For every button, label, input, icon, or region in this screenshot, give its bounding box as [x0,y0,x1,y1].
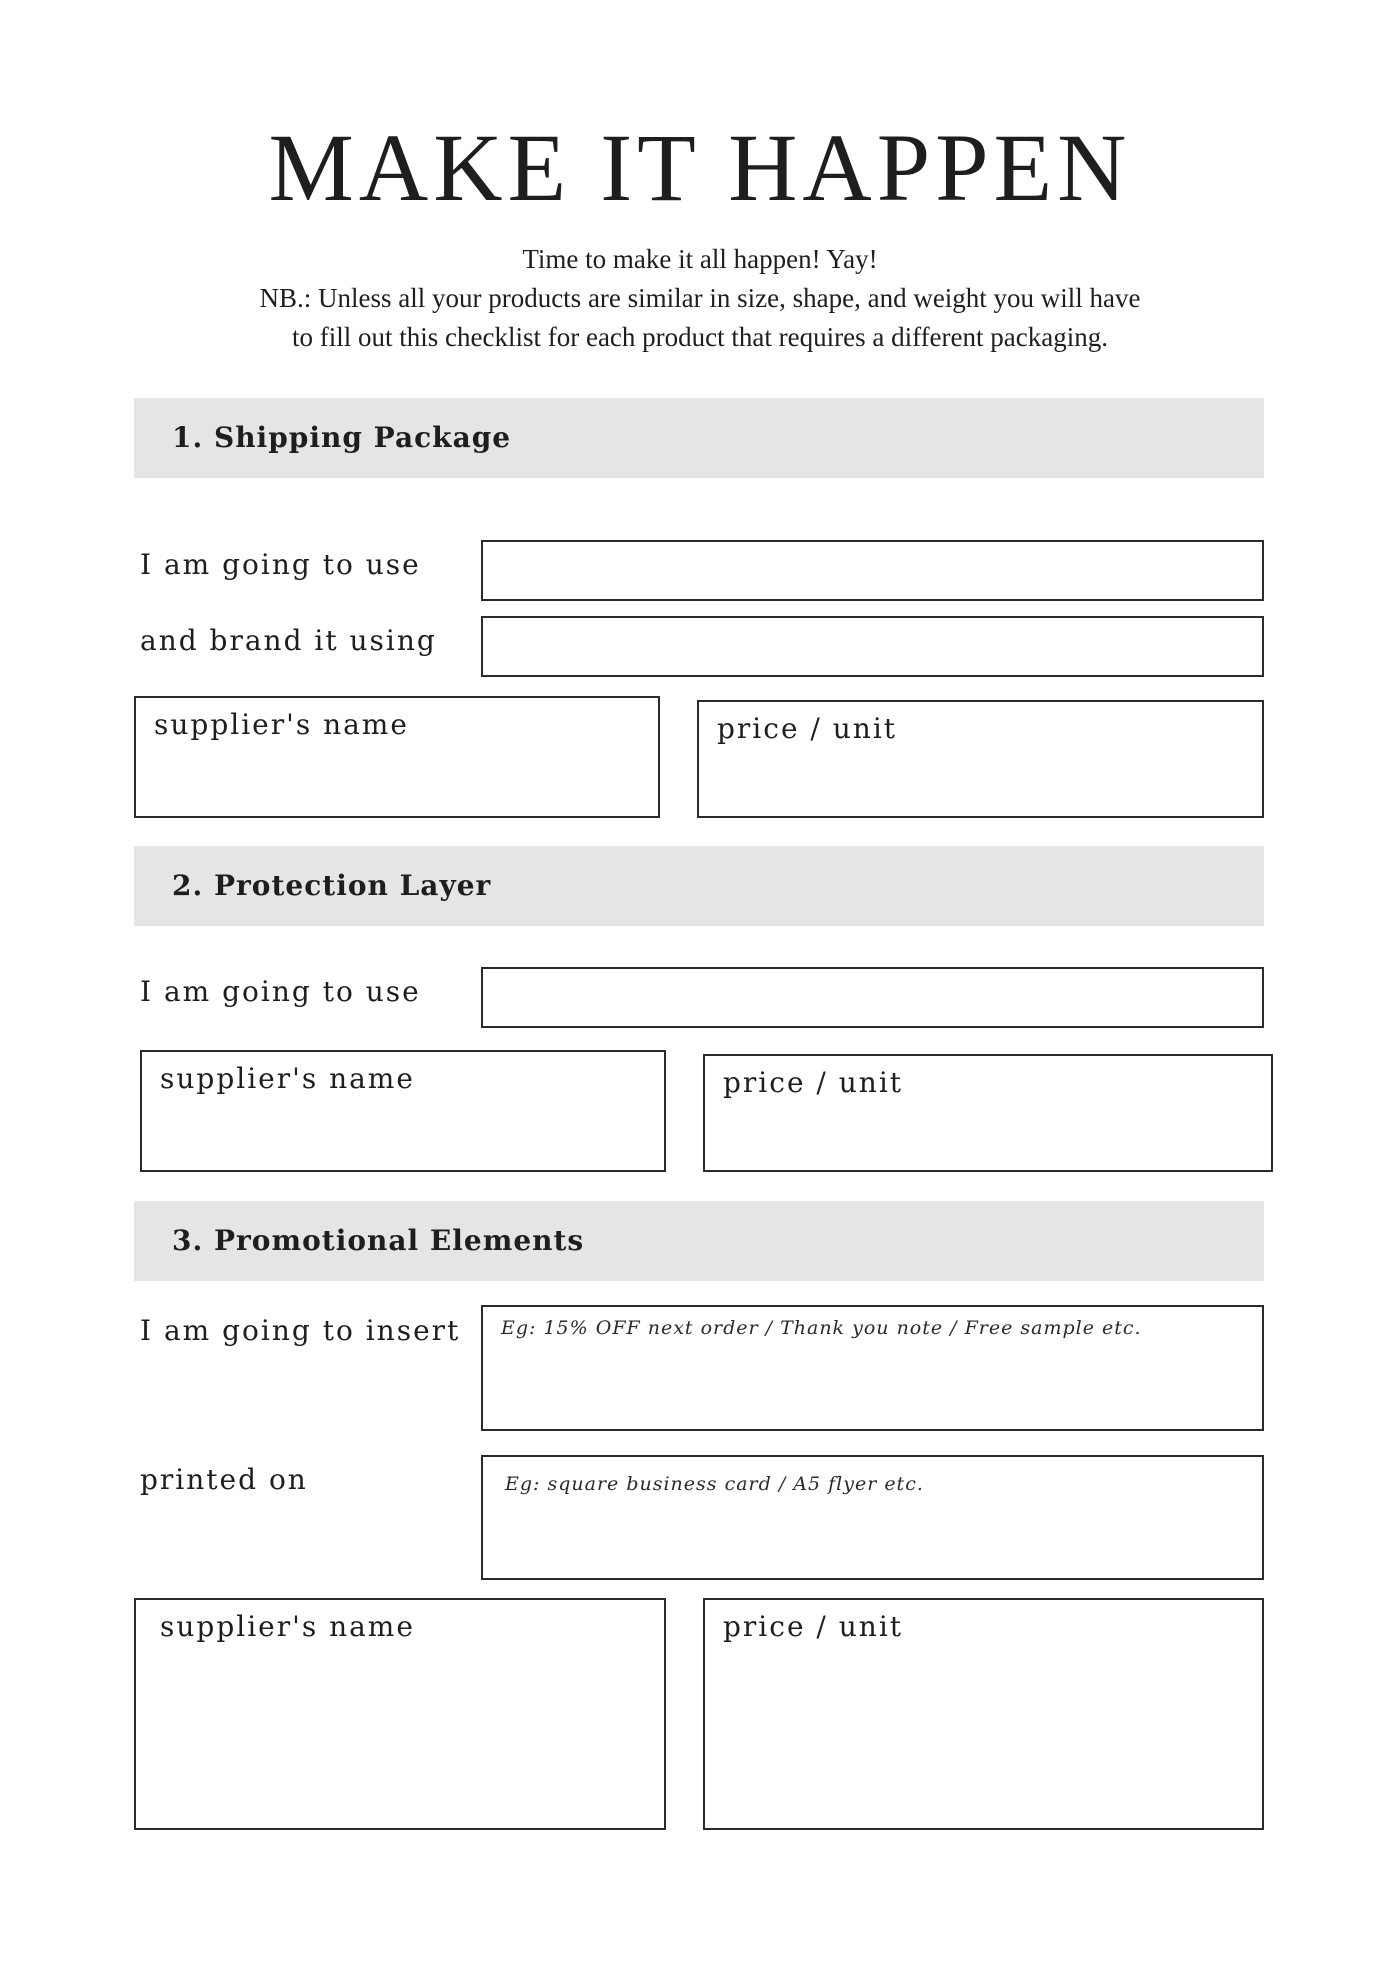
section-2-supplier-field[interactable] [140,1050,666,1172]
section-3-printed-field[interactable] [481,1455,1264,1580]
section-2-header [134,846,1264,926]
section-2-heading: 2. Protection Layer [172,869,492,902]
section-2-use-field[interactable] [481,967,1264,1028]
section-1-price-field[interactable] [697,700,1264,818]
page-title: MAKE IT HAPPEN [268,114,1132,221]
section-3-price-field[interactable] [703,1598,1264,1830]
section-1-supplier-label: supplier's name [154,708,409,741]
section-3-header [134,1201,1264,1281]
section-2-supplier-label: supplier's name [160,1062,415,1095]
section-3-printed-label: printed on [140,1463,308,1496]
section-1-brand-label: and brand it using [140,624,437,657]
section-3-supplier-label: supplier's name [160,1610,415,1643]
section-1-brand-field[interactable] [481,616,1264,677]
section-1-use-label: I am going to use [140,548,421,581]
intro-line-3: to fill out this checklist for each product that requires a different packaging. [292,322,1108,352]
section-3-insert-label: I am going to insert [140,1314,461,1347]
section-3-price-label: price / unit [723,1610,904,1643]
intro-line-1: Time to make it all happen! Yay! [522,244,878,274]
intro-line-2: NB.: Unless all your products are similar in size, shape, and weight you will have [259,283,1141,313]
section-1-header [134,398,1264,478]
section-3-insert-field[interactable] [481,1305,1264,1431]
section-1-use-field[interactable] [481,540,1264,601]
section-2-price-label: price / unit [723,1066,904,1099]
section-2-price-field[interactable] [703,1054,1273,1172]
section-3-printed-hint: Eg: square business card / A5 flyer etc. [505,1473,924,1495]
section-3-supplier-field[interactable] [134,1598,666,1830]
section-1-heading: 1. Shipping Package [172,421,512,454]
section-3-heading: 3. Promotional Elements [172,1224,585,1257]
section-3-insert-hint: Eg: 15% OFF next order / Thank you note / Free sample etc. [501,1317,1142,1339]
section-1-price-label: price / unit [717,712,898,745]
section-1-supplier-field[interactable] [134,696,660,818]
section-2-use-label: I am going to use [140,975,421,1008]
intro-text [120,240,1280,357]
